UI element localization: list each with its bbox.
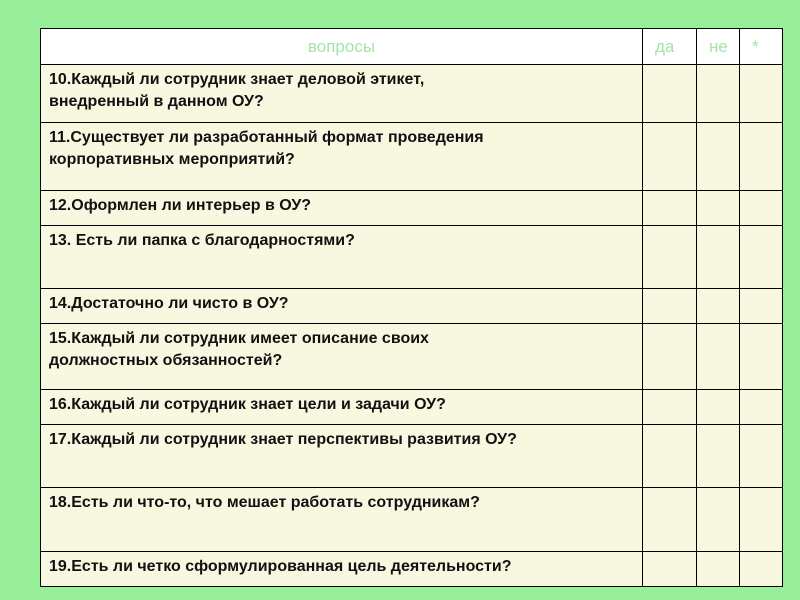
question-cell: 19.Есть ли четко сформулированная цель деятельности? <box>41 552 643 587</box>
answer-cell-no[interactable] <box>697 324 740 390</box>
answer-cell-other[interactable] <box>740 226 783 289</box>
answer-cell-other[interactable] <box>740 65 783 123</box>
answer-cell-other[interactable] <box>740 123 783 191</box>
header-row <box>41 29 783 65</box>
answer-cell-no[interactable] <box>697 226 740 289</box>
answer-cell-yes[interactable] <box>643 488 697 552</box>
table-row <box>41 289 783 324</box>
answer-cell-yes[interactable] <box>643 289 697 324</box>
answer-cell-no[interactable] <box>697 289 740 324</box>
header-other: * <box>740 29 783 65</box>
answer-cell-other[interactable] <box>740 390 783 425</box>
table-row <box>41 123 783 191</box>
answer-cell-other[interactable] <box>740 488 783 552</box>
answer-cell-yes[interactable] <box>643 191 697 226</box>
answer-cell-yes[interactable] <box>643 425 697 488</box>
header-no: не <box>697 29 740 65</box>
table-row <box>41 65 783 123</box>
answer-cell-no[interactable] <box>697 390 740 425</box>
survey-table <box>40 28 783 587</box>
answer-cell-other[interactable] <box>740 324 783 390</box>
question-cell: 12.Оформлен ли интерьер в ОУ? <box>41 191 643 226</box>
table-row <box>41 226 783 289</box>
answer-cell-other[interactable] <box>740 289 783 324</box>
table-row <box>41 324 783 390</box>
header-questions: вопросы <box>41 29 643 65</box>
table-row <box>41 390 783 425</box>
question-cell: 16.Каждый ли сотрудник знает цели и задачи ОУ? <box>41 390 643 425</box>
answer-cell-other[interactable] <box>740 552 783 587</box>
question-cell: 10.Каждый ли сотрудник знает деловой этикет, внедренный в данном ОУ? <box>41 65 643 123</box>
question-cell: 14.Достаточно ли чисто в ОУ? <box>41 289 643 324</box>
answer-cell-yes[interactable] <box>643 65 697 123</box>
answer-cell-yes[interactable] <box>643 324 697 390</box>
answer-cell-no[interactable] <box>697 552 740 587</box>
answer-cell-no[interactable] <box>697 425 740 488</box>
question-cell: 17.Каждый ли сотрудник знает перспективы развития ОУ? <box>41 425 643 488</box>
question-cell: 15.Каждый ли сотрудник имеет описание своих должностных обязанностей? <box>41 324 643 390</box>
header-yes: да <box>643 29 697 65</box>
question-cell: 11.Существует ли разработанный формат проведения корпоративных мероприятий? <box>41 123 643 191</box>
table-row <box>41 552 783 587</box>
answer-cell-yes[interactable] <box>643 123 697 191</box>
answer-cell-other[interactable] <box>740 425 783 488</box>
answer-cell-no[interactable] <box>697 123 740 191</box>
answer-cell-yes[interactable] <box>643 390 697 425</box>
table-row <box>41 191 783 226</box>
answer-cell-yes[interactable] <box>643 552 697 587</box>
answer-cell-no[interactable] <box>697 191 740 226</box>
table-row <box>41 425 783 488</box>
table-row <box>41 488 783 552</box>
answer-cell-no[interactable] <box>697 488 740 552</box>
answer-cell-other[interactable] <box>740 191 783 226</box>
answer-cell-no[interactable] <box>697 65 740 123</box>
answer-cell-yes[interactable] <box>643 226 697 289</box>
question-cell: 18.Есть ли что-то, что мешает работать сотрудникам? <box>41 488 643 552</box>
question-cell: 13. Есть ли папка с благодарностями? <box>41 226 643 289</box>
